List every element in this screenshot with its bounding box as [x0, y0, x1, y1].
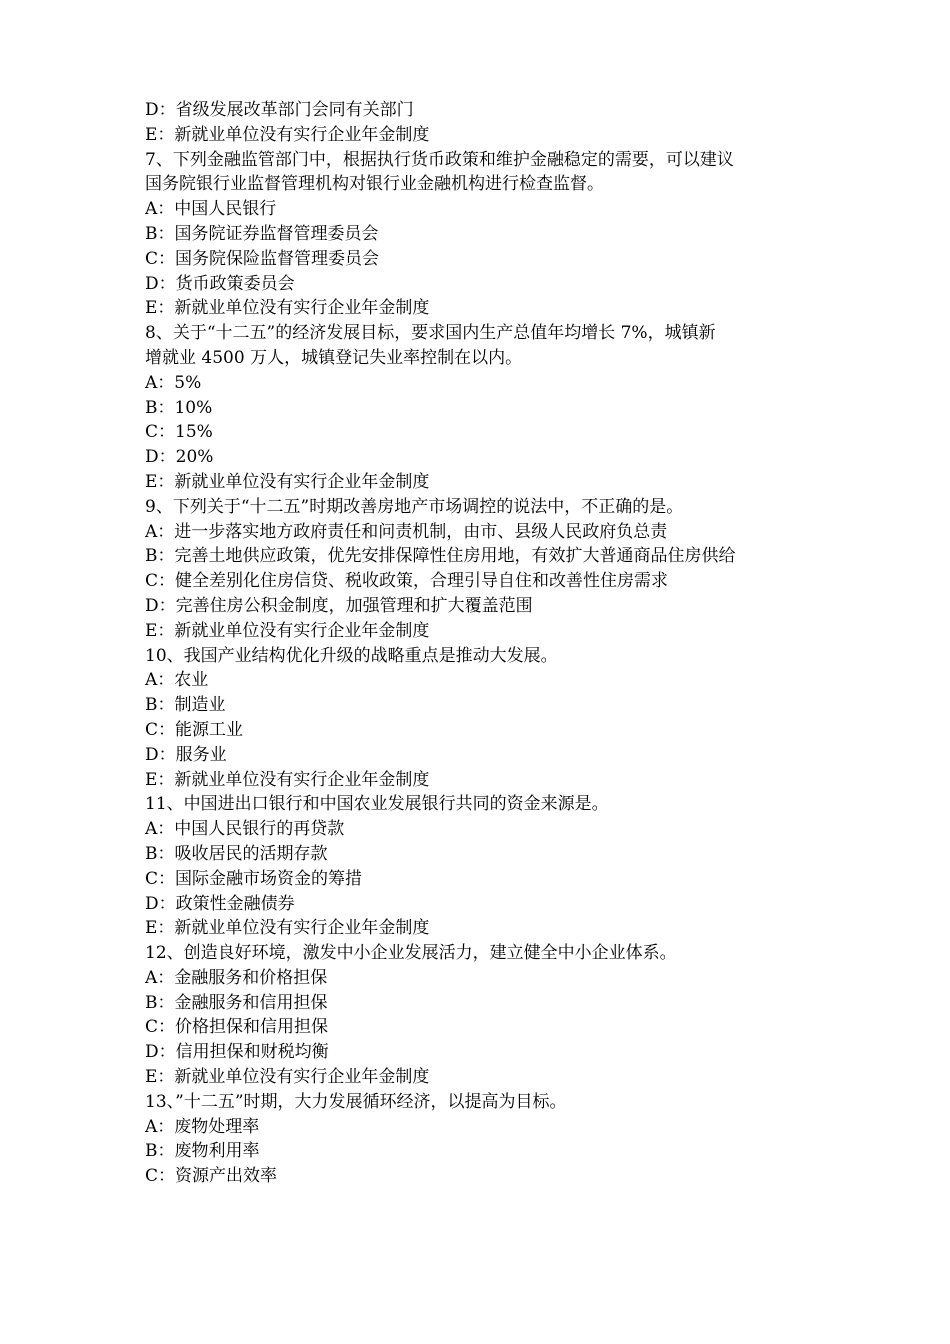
option-line: E：新就业单位没有实行企业年金制度 [145, 918, 430, 939]
option-line: A：金融服务和价格担保 [145, 967, 328, 988]
option-line: A：农业 [145, 670, 209, 691]
option-line: B：制造业 [145, 695, 226, 716]
question-line: 10、我国产业结构优化升级的战略重点是推动大发展。 [145, 645, 558, 666]
option-line: D：信用担保和财税均衡 [145, 1042, 329, 1063]
question-line: 11、中国进出口银行和中国农业发展银行共同的资金来源是。 [145, 794, 609, 815]
question-line: 7、下列金融监管部门中，根据执行货币政策和维护金融稳定的需要，可以建议 [145, 149, 734, 170]
option-line: A：中国人民银行 [145, 199, 277, 220]
option-line: E：新就业单位没有实行企业年金制度 [145, 298, 430, 319]
question-line: 12、创造良好环境，激发中小企业发展活力，建立健全中小企业体系。 [145, 943, 677, 964]
option-line: C：15% [145, 422, 213, 443]
option-line: B：金融服务和信用担保 [145, 992, 328, 1013]
option-line: C：资源产出效率 [145, 1166, 278, 1187]
option-line: A：废物处理率 [145, 1116, 260, 1137]
text-line: D：省级发展改革部门会同有关部门 [145, 100, 414, 120]
option-line: E：新就业单位没有实行企业年金制度 [145, 471, 430, 492]
text-line: E：新就业单位没有实行企业年金制度 [145, 124, 430, 145]
option-line: A：进一步落实地方政府责任和问责机制，由市、县级人民政府负总责 [145, 521, 668, 542]
option-line: C：国际金融市场资金的筹措 [145, 868, 363, 889]
option-line: C：健全差别化住房信贷、税收政策，合理引导自住和改善性住房需求 [145, 571, 669, 592]
option-line: B：国务院证券监督管理委员会 [145, 223, 379, 244]
option-line: B：10% [145, 397, 213, 418]
option-line: D：完善住房公积金制度，加强管理和扩大覆盖范围 [145, 595, 533, 616]
option-line: E：新就业单位没有实行企业年金制度 [145, 620, 430, 641]
question-line: 8、关于“十二五”的经济发展目标，要求国内生产总值年均增长 7%，城镇新 [145, 323, 716, 344]
option-line: A：5% [145, 372, 202, 393]
option-line: B：废物利用率 [145, 1141, 260, 1162]
option-line: D：货币政策委员会 [145, 273, 295, 294]
option-line: B：完善土地供应政策，优先安排保障性住房用地，有效扩大普通商品住房供给 [145, 546, 736, 567]
question-line: 国务院银行业监督管理机构对银行业金融机构进行检查监督。 [145, 174, 604, 195]
question-line: 13、”十二五”时期，大力发展循环经济，以提高为目标。 [145, 1091, 567, 1112]
option-line: D：政策性金融债券 [145, 893, 295, 914]
document-body [145, 98, 815, 1189]
option-line: E：新就业单位没有实行企业年金制度 [145, 769, 430, 790]
question-line: 增就业 4500 万人，城镇登记失业率控制在以内。 [145, 347, 523, 368]
option-line: A：中国人民银行的再贷款 [145, 819, 345, 840]
option-line: D：服务业 [145, 744, 227, 765]
option-line: C：国务院保险监督管理委员会 [145, 248, 380, 269]
option-line: C：价格担保和信用担保 [145, 1017, 329, 1038]
option-line: B：吸收居民的活期存款 [145, 843, 328, 864]
option-line: C：能源工业 [145, 719, 244, 740]
option-line: D：20% [145, 447, 214, 468]
option-line: E：新就业单位没有实行企业年金制度 [145, 1067, 430, 1088]
question-line: 9、下列关于“十二五”时期改善房地产市场调控的说法中，不正确的是。 [145, 496, 684, 517]
